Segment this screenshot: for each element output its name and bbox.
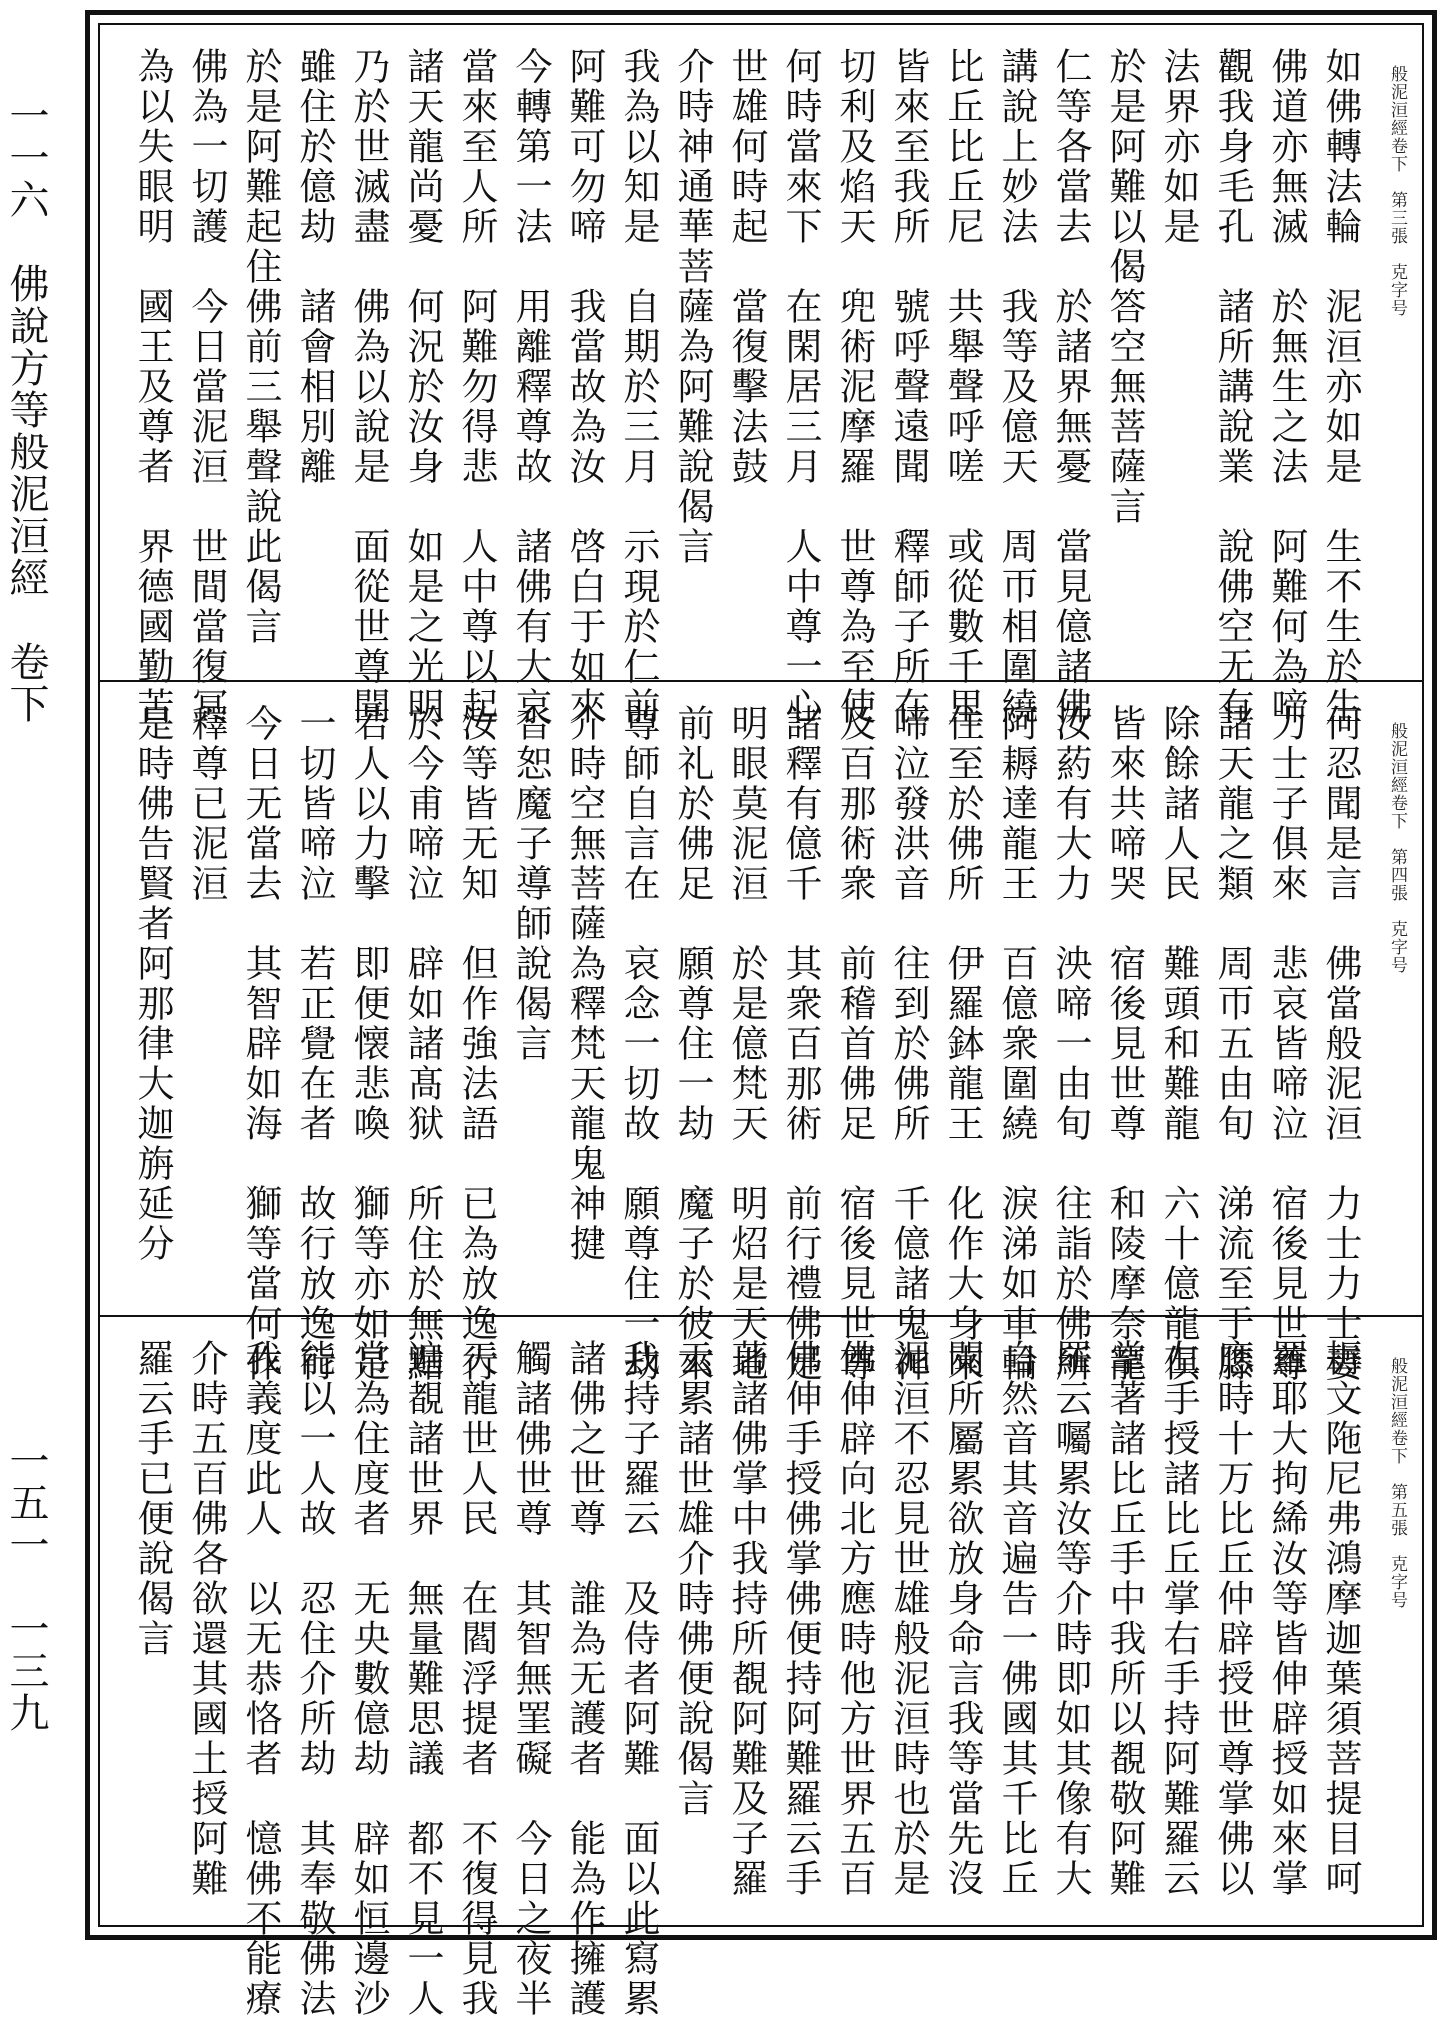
text-column: 天龍世人民 在閻浮提者 不復得見我 [455,1339,498,2019]
text-column: 沓恕魔子導師說偈言 [509,704,552,1064]
text-column: 阿耨達龍王 百億衆圍繞 淚涕如車輪 [995,704,1038,1384]
text-column: 應時十万比丘仲辟授世尊掌佛以 [1211,1339,1254,1899]
text-column: 皆來共啼哭 宿後見世尊 和陵摩奈龍 [1103,704,1146,1384]
register-header: 般泥洹經卷下 第四張 克字号 [1387,722,1407,974]
text-column: 為以失眼明 國王及尊者 界德國勤苦 [131,47,174,727]
text-column: 介時神通華菩薩為阿難說偈言 [671,47,714,567]
text-column: 自然音其音遍告一佛國其千比丘 [995,1339,1038,1899]
text-column: 佛伸手授佛掌佛便持阿難羅云手 [779,1339,822,1899]
text-column: 今日无當去 其智辟如海 獅等當何作 [239,704,282,1384]
text-column: 掌著諸比丘手中我所以覩敬阿難 [1103,1339,1146,1899]
text-columns [125,1339,1367,2019]
text-column: 觸諸佛世尊 其智無罣礙 今日之夜半 [509,1339,552,2019]
text-column: 佛伸辟向北方應時他方世界五百 [833,1339,876,1899]
text-column: 尊師自言在 哀念一切故 願尊住一劫 [617,704,660,1384]
text-column: 啼泣發洪音 往到於佛所 千億諸鬼神 [887,704,930,1384]
text-column: 聞所屬累欲放身命言我等當先沒 [941,1339,984,1899]
text-column: 佛道亦無滅 於無生之法 阿難何為啼 [1265,47,1308,727]
text-column: 一切皆啼泣 若正覺在者 故行放逸行 [293,704,336,1384]
text-column: 諸天龍之類 周帀五由旬 涕流至于膝 [1211,704,1254,1384]
text-column: 今轉第一法 用離釋尊故 諸佛有大哀 [509,47,552,727]
text-column: 於今甫啼泣 辟如諸髙狱 所住於無黠 [401,704,444,1384]
text-column: 羅耶大拘絺汝等皆伸辟授如來掌 [1265,1339,1308,1899]
text-column: 於是阿難起住佛前三舉聲說此偈言 [239,47,282,647]
text-column: 皆來至我所 號呼聲遠聞 釋師子所在 [887,47,930,727]
text-column: 觀我身毛孔 諸所講說業 說佛空无有 [1211,47,1254,727]
text-column: 及百那術衆 前稽首佛足 宿後見世尊 [833,704,876,1384]
page-frame-inner [98,23,1424,2019]
text-column: 除餘諸人民 難頭和難龍 六十億龍俱 [1157,704,1200,1384]
register-header: 般泥洹經卷下 第五張 克字号 [1387,1357,1407,1609]
text-column: 汝葯有大力 泱啼一由旬 往詣於佛所 [1049,704,1092,1384]
text-column: 遍覩諸世界 無量難思議 都不見一人 [401,1339,444,2019]
text-column: 耨文陁尼弗鴻摩迦葉須菩提目呵 [1319,1339,1362,1899]
text-column: 左手授諸比丘掌右手持阿難羅云 [1157,1339,1200,1899]
text-column: 能以一人故 忍住介所劫 其奉敬佛法 [293,1339,336,2019]
text-column: 明眼莫泥洹 於是億梵天 明炤是天地 [725,704,768,1384]
text-column: 若人以力擊 即便懐悲喚 獅等亦如是 [347,704,390,1384]
register-2 [100,680,1422,1384]
text-column: 著諸佛掌中我持所覩阿難及子羅 [725,1339,768,1899]
text-columns [125,704,1367,1384]
register-header: 般泥洹經卷下 第三張 克字号 [1387,65,1407,317]
text-column: 當來至人所 阿難勿得悲 人中尊以起 [455,47,498,727]
text-column: 諸釋有億千 其衆百那術 前行禮佛足 [779,704,822,1384]
text-column: 比丘比丘尼 共舉聲呼嗟 或從數千里 [941,47,984,727]
text-column: 泥洹不忍見世雄般泥洹時也於是 [887,1339,930,1899]
text-column: 仁等各當去 於諸界無憂 當見億諸佛 [1049,47,1092,727]
text-column: 何時當來下 在閑居三月 人中尊一心 [779,47,822,727]
text-column: 法界亦如是 [1157,47,1200,247]
text-column: 乃於世滅盡 佛為以說是 面從世尊聞 [347,47,390,727]
margin-volume-info: 一一六 佛說方等般泥洹經 卷下 [3,95,49,725]
text-column: 前礼於佛足 願尊住一劫 魔子於彼來 [671,704,714,1384]
text-column: 阿難可勿啼 我當故為汝 啓白于如來 [563,47,606,727]
text-column: 汝等皆无知 但作強法語 已為放逸行 [455,704,498,1384]
text-column: 講說上妙法 我等及億天 周帀相圍繞 [995,47,1038,727]
text-column: 住至於佛所 伊羅鉢龍王 化作大身來 [941,704,984,1384]
text-column: 何忍聞是言 佛當般泥洹 力士力士妻 [1319,704,1362,1384]
text-column: 力士子俱來 悲哀皆啼泣 宿後見世尊 [1265,704,1308,1384]
text-column: 羅云囑累汝等介時即如其像有大 [1049,1339,1092,1899]
text-column: 雖住於億劫 諸會相別離 [293,47,336,487]
text-column: 云累諸世雄介時佛便說偈言 [671,1339,714,1819]
text-column: 介時五百佛各欲還其國土授阿難 [185,1339,228,1899]
text-column: 是時佛告賢者阿那律大迦旃延分 [131,704,174,1264]
text-column: 世雄何時起 當復擊法鼓 [725,47,768,487]
text-column: 釋尊已泥洹 [185,704,228,904]
text-column: 羅云手已便說偈言 [131,1339,174,1659]
text-column: 佛為一切護 今日當泥洹 世間當復冥 [185,47,228,727]
register-3 [100,1315,1422,2019]
register-1 [100,25,1422,727]
page-frame [85,10,1437,2019]
text-column: 諸天龍尚憂 何況於汝身 如是之光明 [401,47,444,727]
text-columns [125,47,1367,727]
text-column: 常為住度者 无央數億劫 辟如恒邊沙 [347,1339,390,2019]
margin-page-number: 一五一 一三九 [3,1440,49,1734]
text-column: 如佛轉法輪 泥洹亦如是 生不生於生 [1319,47,1362,727]
text-column: 介時空無菩薩為釋梵天龍鬼神揵 [563,704,606,1264]
text-column: 諸佛之世尊 誰為无護者 能為作擁護 [563,1339,606,2019]
text-column: 我持子羅云 及侍者阿難 面以此寫累 [617,1339,660,2019]
text-column: 於是阿難以偈答空無菩薩言 [1103,47,1146,527]
text-column: 我義度此人 以无恭恪者 憶佛不能療 [239,1339,282,2019]
text-column: 我為以知是 自期於三月 示現於仁前 [617,47,660,727]
text-column: 切利及焰天 兜術泥摩羅 世尊為至使 [833,47,876,727]
